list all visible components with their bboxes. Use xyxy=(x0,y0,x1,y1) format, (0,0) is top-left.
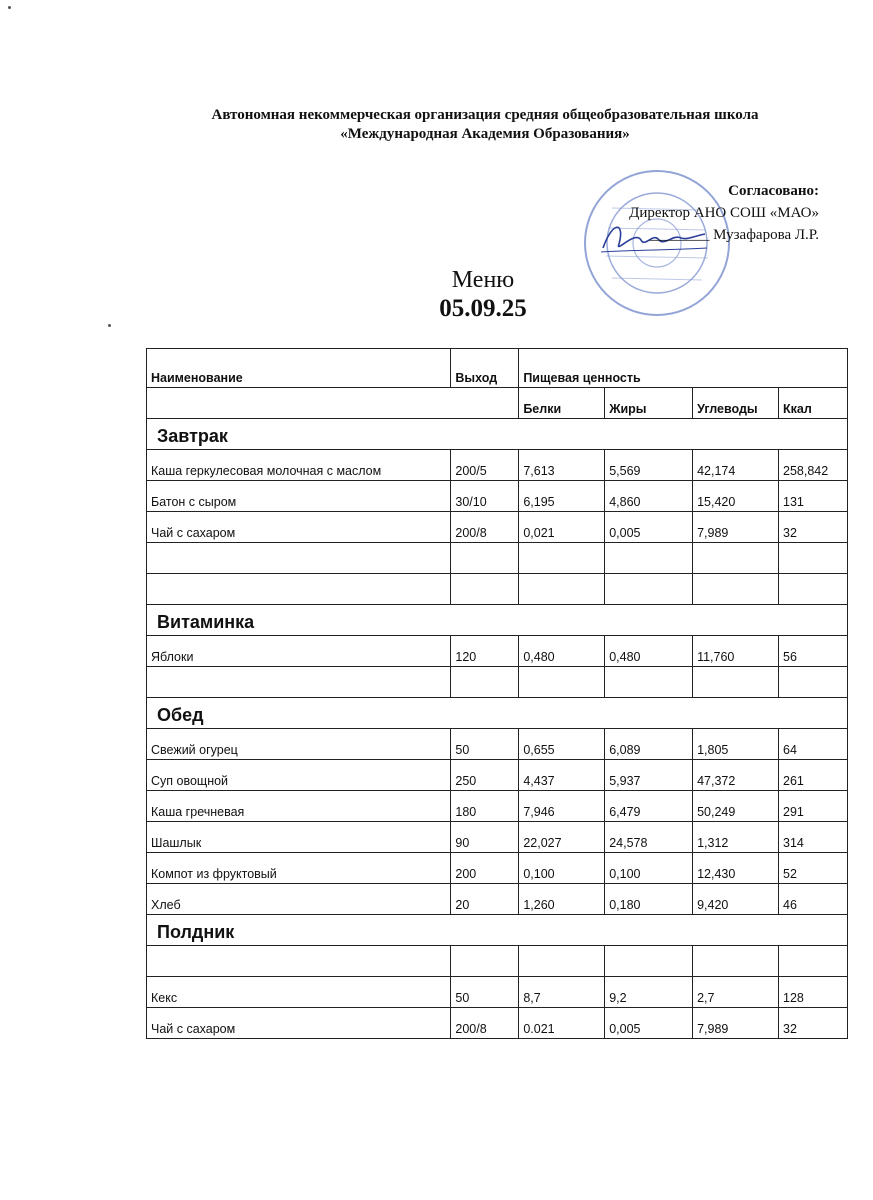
dish-name: Каша геркулесовая молочная с маслом xyxy=(147,450,451,481)
approval-title: Согласовано: xyxy=(728,183,819,199)
dish-fats: 0,180 xyxy=(605,884,693,915)
dish-fats: 24,578 xyxy=(605,822,693,853)
table-subheader-row xyxy=(147,388,848,419)
dish-name: Свежий огурец xyxy=(147,729,451,760)
dish-fats: 0,005 xyxy=(605,512,693,543)
dish-output: 200/8 xyxy=(451,1008,519,1039)
scan-speck xyxy=(8,6,11,9)
menu-table xyxy=(146,348,848,1039)
dish-name: Каша гречневая xyxy=(147,791,451,822)
dish-proteins: 0,655 xyxy=(519,729,605,760)
empty-row xyxy=(147,543,848,574)
dish-kcal: 128 xyxy=(779,977,848,1008)
dish-proteins: 0,100 xyxy=(519,853,605,884)
approval-name: Музафарова Л.Р. xyxy=(713,227,819,243)
table-row xyxy=(147,1008,848,1039)
header-fats: Жиры xyxy=(605,388,693,419)
dish-output: 180 xyxy=(451,791,519,822)
header-name: Наименование xyxy=(147,349,451,388)
dish-kcal: 56 xyxy=(779,636,848,667)
dish-output: 50 xyxy=(451,729,519,760)
empty-row xyxy=(147,574,848,605)
dish-carbs: 12,430 xyxy=(693,853,779,884)
dish-output: 200/8 xyxy=(451,512,519,543)
org-line-1: Автономная некоммерческая организация средняя общеобразовательная школа xyxy=(211,107,759,123)
dish-carbs: 42,174 xyxy=(693,450,779,481)
dish-carbs: 11,760 xyxy=(693,636,779,667)
dish-fats: 6,089 xyxy=(605,729,693,760)
dish-carbs: 9,420 xyxy=(693,884,779,915)
header-output: Выход xyxy=(451,349,519,388)
dish-kcal: 32 xyxy=(779,1008,848,1039)
dish-fats: 6,479 xyxy=(605,791,693,822)
organization-name xyxy=(160,106,810,144)
dish-name: Суп овощной xyxy=(147,760,451,791)
empty-row xyxy=(147,667,848,698)
dish-carbs: 2,7 xyxy=(693,977,779,1008)
header-nutrition: Пищевая ценность xyxy=(519,349,848,388)
dish-name: Яблоки xyxy=(147,636,451,667)
approval-name-line xyxy=(629,224,819,246)
dish-proteins: 22,027 xyxy=(519,822,605,853)
scan-speck xyxy=(108,324,111,327)
table-row xyxy=(147,791,848,822)
dish-carbs: 7,989 xyxy=(693,1008,779,1039)
dish-kcal: 131 xyxy=(779,481,848,512)
dish-name: Хлеб xyxy=(147,884,451,915)
table-row xyxy=(147,636,848,667)
dish-output: 20 xyxy=(451,884,519,915)
section-row xyxy=(147,915,848,946)
dish-name: Чай с сахаром xyxy=(147,1008,451,1039)
table-row xyxy=(147,977,848,1008)
dish-fats: 5,937 xyxy=(605,760,693,791)
table-row xyxy=(147,853,848,884)
dish-output: 50 xyxy=(451,977,519,1008)
dish-carbs: 1,805 xyxy=(693,729,779,760)
section-row xyxy=(147,605,848,636)
dish-kcal: 258,842 xyxy=(779,450,848,481)
dish-proteins: 4,437 xyxy=(519,760,605,791)
dish-kcal: 291 xyxy=(779,791,848,822)
menu-title: Меню xyxy=(451,267,515,293)
dish-kcal: 46 xyxy=(779,884,848,915)
dish-fats: 5,569 xyxy=(605,450,693,481)
dish-output: 90 xyxy=(451,822,519,853)
dish-fats: 0,005 xyxy=(605,1008,693,1039)
section-title: Витаминка xyxy=(147,605,848,636)
table-row xyxy=(147,450,848,481)
dish-name: Чай с сахаром xyxy=(147,512,451,543)
dish-proteins: 8,7 xyxy=(519,977,605,1008)
menu-date: 05.09.25 xyxy=(439,295,527,322)
approval-position: Директор АНО СОШ «МАО» xyxy=(629,205,819,221)
dish-carbs: 50,249 xyxy=(693,791,779,822)
dish-name: Компот из фруктовый xyxy=(147,853,451,884)
section-title: Обед xyxy=(147,698,848,729)
dish-kcal: 314 xyxy=(779,822,848,853)
table-row xyxy=(147,481,848,512)
dish-output: 200 xyxy=(451,853,519,884)
signature-line: ________ xyxy=(649,227,710,243)
dish-proteins: 7,613 xyxy=(519,450,605,481)
section-title: Завтрак xyxy=(147,419,848,450)
table-header-row xyxy=(147,349,848,388)
empty-row xyxy=(147,946,848,977)
dish-carbs: 15,420 xyxy=(693,481,779,512)
dish-name: Шашлык xyxy=(147,822,451,853)
table-row xyxy=(147,822,848,853)
header-carbs: Углеводы xyxy=(693,388,779,419)
dish-carbs: 1,312 xyxy=(693,822,779,853)
dish-name: Батон с сыром xyxy=(147,481,451,512)
dish-fats: 0,480 xyxy=(605,636,693,667)
table-row xyxy=(147,760,848,791)
dish-proteins: 0.021 xyxy=(519,1008,605,1039)
approval-block xyxy=(629,180,819,246)
table-row xyxy=(147,884,848,915)
dish-kcal: 52 xyxy=(779,853,848,884)
dish-fats: 0,100 xyxy=(605,853,693,884)
section-row xyxy=(147,698,848,729)
dish-kcal: 64 xyxy=(779,729,848,760)
section-title: Полдник xyxy=(147,915,848,946)
header-kcal: Ккал xyxy=(779,388,848,419)
section-row xyxy=(147,419,848,450)
dish-output: 250 xyxy=(451,760,519,791)
table-row xyxy=(147,512,848,543)
dish-fats: 4,860 xyxy=(605,481,693,512)
dish-kcal: 32 xyxy=(779,512,848,543)
dish-proteins: 6,195 xyxy=(519,481,605,512)
dish-proteins: 7,946 xyxy=(519,791,605,822)
dish-name: Кекс xyxy=(147,977,451,1008)
org-line-2: «Международная Академия Образования» xyxy=(340,126,630,142)
dish-carbs: 47,372 xyxy=(693,760,779,791)
dish-proteins: 0,021 xyxy=(519,512,605,543)
table-row xyxy=(147,729,848,760)
dish-output: 120 xyxy=(451,636,519,667)
dish-output: 200/5 xyxy=(451,450,519,481)
dish-proteins: 1,260 xyxy=(519,884,605,915)
dish-kcal: 261 xyxy=(779,760,848,791)
dish-output: 30/10 xyxy=(451,481,519,512)
header-proteins: Белки xyxy=(519,388,605,419)
dish-fats: 9,2 xyxy=(605,977,693,1008)
dish-proteins: 0,480 xyxy=(519,636,605,667)
dish-carbs: 7,989 xyxy=(693,512,779,543)
